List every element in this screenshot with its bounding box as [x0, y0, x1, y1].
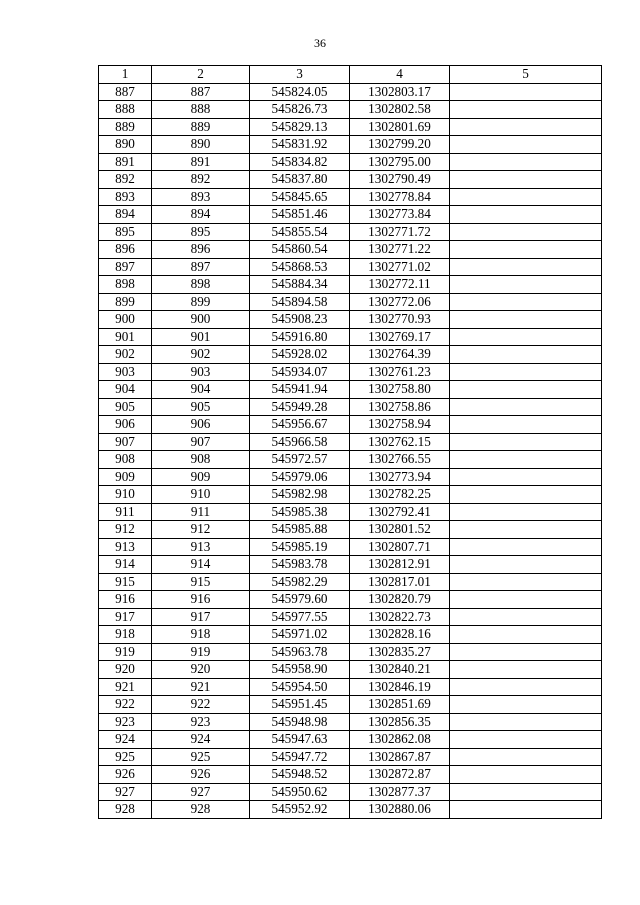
- x-coordinate-cell: 545851.46: [250, 206, 350, 224]
- point-id-cell: 898: [152, 276, 250, 294]
- y-coordinate-cell: 1302762.15: [350, 433, 450, 451]
- note-cell: [450, 346, 602, 364]
- x-coordinate-cell: 545947.72: [250, 748, 350, 766]
- table-row: [99, 241, 602, 259]
- point-id-cell: 918: [152, 626, 250, 644]
- point-id-cell: 899: [152, 293, 250, 311]
- point-id-cell: 911: [152, 503, 250, 521]
- table-row: [99, 83, 602, 101]
- point-number-cell: 906: [99, 416, 152, 434]
- y-coordinate-cell: 1302773.94: [350, 468, 450, 486]
- point-id-cell: 917: [152, 608, 250, 626]
- point-id-cell: 900: [152, 311, 250, 329]
- note-cell: [450, 101, 602, 119]
- table-row: [99, 503, 602, 521]
- y-coordinate-cell: 1302812.91: [350, 556, 450, 574]
- y-coordinate-cell: 1302856.35: [350, 713, 450, 731]
- point-id-cell: 920: [152, 661, 250, 679]
- y-coordinate-cell: 1302792.41: [350, 503, 450, 521]
- note-cell: [450, 748, 602, 766]
- y-coordinate-cell: 1302835.27: [350, 643, 450, 661]
- table-row: [99, 591, 602, 609]
- point-number-cell: 923: [99, 713, 152, 731]
- y-coordinate-cell: 1302778.84: [350, 188, 450, 206]
- x-coordinate-cell: 545952.92: [250, 801, 350, 819]
- y-coordinate-cell: 1302807.71: [350, 538, 450, 556]
- point-number-cell: 904: [99, 381, 152, 399]
- point-number-cell: 895: [99, 223, 152, 241]
- table-row: [99, 626, 602, 644]
- note-cell: [450, 223, 602, 241]
- point-number-cell: 903: [99, 363, 152, 381]
- y-coordinate-cell: 1302772.11: [350, 276, 450, 294]
- y-coordinate-cell: 1302840.21: [350, 661, 450, 679]
- y-coordinate-cell: 1302761.23: [350, 363, 450, 381]
- point-id-cell: 891: [152, 153, 250, 171]
- y-coordinate-cell: 1302802.58: [350, 101, 450, 119]
- point-id-cell: 903: [152, 363, 250, 381]
- y-coordinate-cell: 1302828.16: [350, 626, 450, 644]
- point-id-cell: 889: [152, 118, 250, 136]
- table-row: [99, 206, 602, 224]
- point-id-cell: 906: [152, 416, 250, 434]
- column-header-3: 3: [250, 66, 350, 84]
- table-row: [99, 118, 602, 136]
- note-cell: [450, 381, 602, 399]
- y-coordinate-cell: 1302771.22: [350, 241, 450, 259]
- point-id-cell: 894: [152, 206, 250, 224]
- x-coordinate-cell: 545972.57: [250, 451, 350, 469]
- note-cell: [450, 538, 602, 556]
- table-row: [99, 713, 602, 731]
- note-cell: [450, 678, 602, 696]
- y-coordinate-cell: 1302799.20: [350, 136, 450, 154]
- table-row: [99, 258, 602, 276]
- y-coordinate-cell: 1302817.01: [350, 573, 450, 591]
- point-id-cell: 927: [152, 783, 250, 801]
- point-id-cell: 922: [152, 696, 250, 714]
- y-coordinate-cell: 1302790.49: [350, 171, 450, 189]
- y-coordinate-cell: 1302782.25: [350, 486, 450, 504]
- point-number-cell: 891: [99, 153, 152, 171]
- table-header: [99, 66, 602, 84]
- point-number-cell: 897: [99, 258, 152, 276]
- note-cell: [450, 591, 602, 609]
- x-coordinate-cell: 545982.98: [250, 486, 350, 504]
- point-id-cell: 907: [152, 433, 250, 451]
- note-cell: [450, 206, 602, 224]
- point-id-cell: 916: [152, 591, 250, 609]
- x-coordinate-cell: 545928.02: [250, 346, 350, 364]
- point-number-cell: 915: [99, 573, 152, 591]
- note-cell: [450, 136, 602, 154]
- note-cell: [450, 556, 602, 574]
- table-row: [99, 643, 602, 661]
- table-row: [99, 293, 602, 311]
- point-id-cell: 895: [152, 223, 250, 241]
- point-id-cell: 896: [152, 241, 250, 259]
- point-number-cell: 909: [99, 468, 152, 486]
- point-number-cell: 922: [99, 696, 152, 714]
- y-coordinate-cell: 1302880.06: [350, 801, 450, 819]
- y-coordinate-cell: 1302766.55: [350, 451, 450, 469]
- table-row: [99, 398, 602, 416]
- point-id-cell: 908: [152, 451, 250, 469]
- point-id-cell: 924: [152, 731, 250, 749]
- point-number-cell: 907: [99, 433, 152, 451]
- y-coordinate-cell: 1302771.02: [350, 258, 450, 276]
- table-row: [99, 416, 602, 434]
- note-cell: [450, 118, 602, 136]
- note-cell: [450, 486, 602, 504]
- table-row: [99, 451, 602, 469]
- point-number-cell: 896: [99, 241, 152, 259]
- table-row: [99, 556, 602, 574]
- table-row: [99, 328, 602, 346]
- note-cell: [450, 503, 602, 521]
- point-id-cell: 888: [152, 101, 250, 119]
- table-row: [99, 783, 602, 801]
- x-coordinate-cell: 545860.54: [250, 241, 350, 259]
- x-coordinate-cell: 545954.50: [250, 678, 350, 696]
- table-row: [99, 468, 602, 486]
- note-cell: [450, 241, 602, 259]
- point-number-cell: 924: [99, 731, 152, 749]
- x-coordinate-cell: 545951.45: [250, 696, 350, 714]
- x-coordinate-cell: 545834.82: [250, 153, 350, 171]
- table-row: [99, 136, 602, 154]
- column-header-5: 5: [450, 66, 602, 84]
- table-body: [99, 83, 602, 818]
- point-id-cell: 914: [152, 556, 250, 574]
- table-row: [99, 731, 602, 749]
- point-id-cell: 921: [152, 678, 250, 696]
- note-cell: [450, 153, 602, 171]
- y-coordinate-cell: 1302758.80: [350, 381, 450, 399]
- y-coordinate-cell: 1302862.08: [350, 731, 450, 749]
- x-coordinate-cell: 545963.78: [250, 643, 350, 661]
- x-coordinate-cell: 545845.65: [250, 188, 350, 206]
- point-number-cell: 910: [99, 486, 152, 504]
- note-cell: [450, 626, 602, 644]
- table-row: [99, 486, 602, 504]
- table-row: [99, 171, 602, 189]
- note-cell: [450, 643, 602, 661]
- table-row: [99, 311, 602, 329]
- point-id-cell: 897: [152, 258, 250, 276]
- column-header-2: 2: [152, 66, 250, 84]
- table-row: [99, 188, 602, 206]
- point-number-cell: 916: [99, 591, 152, 609]
- point-id-cell: 925: [152, 748, 250, 766]
- point-id-cell: 919: [152, 643, 250, 661]
- point-id-cell: 928: [152, 801, 250, 819]
- point-id-cell: 926: [152, 766, 250, 784]
- table-row: [99, 573, 602, 591]
- y-coordinate-cell: 1302867.87: [350, 748, 450, 766]
- y-coordinate-cell: 1302851.69: [350, 696, 450, 714]
- note-cell: [450, 521, 602, 539]
- y-coordinate-cell: 1302795.00: [350, 153, 450, 171]
- point-id-cell: 909: [152, 468, 250, 486]
- x-coordinate-cell: 545908.23: [250, 311, 350, 329]
- y-coordinate-cell: 1302772.06: [350, 293, 450, 311]
- point-number-cell: 914: [99, 556, 152, 574]
- y-coordinate-cell: 1302872.87: [350, 766, 450, 784]
- table-row: [99, 433, 602, 451]
- x-coordinate-cell: 545868.53: [250, 258, 350, 276]
- point-number-cell: 901: [99, 328, 152, 346]
- x-coordinate-cell: 545983.78: [250, 556, 350, 574]
- table-row: [99, 521, 602, 539]
- point-number-cell: 900: [99, 311, 152, 329]
- x-coordinate-cell: 545966.58: [250, 433, 350, 451]
- note-cell: [450, 416, 602, 434]
- table-row: [99, 223, 602, 241]
- point-id-cell: 887: [152, 83, 250, 101]
- point-id-cell: 890: [152, 136, 250, 154]
- x-coordinate-cell: 545826.73: [250, 101, 350, 119]
- note-cell: [450, 608, 602, 626]
- x-coordinate-cell: 545977.55: [250, 608, 350, 626]
- y-coordinate-cell: 1302846.19: [350, 678, 450, 696]
- point-number-cell: 913: [99, 538, 152, 556]
- x-coordinate-cell: 545829.13: [250, 118, 350, 136]
- point-id-cell: 910: [152, 486, 250, 504]
- note-cell: [450, 363, 602, 381]
- point-number-cell: 917: [99, 608, 152, 626]
- x-coordinate-cell: 545979.06: [250, 468, 350, 486]
- x-coordinate-cell: 545831.92: [250, 136, 350, 154]
- table-row: [99, 363, 602, 381]
- x-coordinate-cell: 545916.80: [250, 328, 350, 346]
- y-coordinate-cell: 1302764.39: [350, 346, 450, 364]
- header-row: [99, 66, 602, 84]
- point-id-cell: 904: [152, 381, 250, 399]
- note-cell: [450, 661, 602, 679]
- note-cell: [450, 398, 602, 416]
- x-coordinate-cell: 545985.38: [250, 503, 350, 521]
- point-number-cell: 908: [99, 451, 152, 469]
- y-coordinate-cell: 1302820.79: [350, 591, 450, 609]
- note-cell: [450, 573, 602, 591]
- y-coordinate-cell: 1302803.17: [350, 83, 450, 101]
- point-id-cell: 923: [152, 713, 250, 731]
- note-cell: [450, 311, 602, 329]
- point-number-cell: 888: [99, 101, 152, 119]
- table-row: [99, 661, 602, 679]
- table-row: [99, 346, 602, 364]
- table-row: [99, 276, 602, 294]
- x-coordinate-cell: 545941.94: [250, 381, 350, 399]
- note-cell: [450, 433, 602, 451]
- x-coordinate-cell: 545949.28: [250, 398, 350, 416]
- y-coordinate-cell: 1302758.86: [350, 398, 450, 416]
- note-cell: [450, 801, 602, 819]
- x-coordinate-cell: 545979.60: [250, 591, 350, 609]
- point-number-cell: 894: [99, 206, 152, 224]
- x-coordinate-cell: 545824.05: [250, 83, 350, 101]
- x-coordinate-cell: 545894.58: [250, 293, 350, 311]
- x-coordinate-cell: 545884.34: [250, 276, 350, 294]
- point-number-cell: 905: [99, 398, 152, 416]
- point-number-cell: 918: [99, 626, 152, 644]
- x-coordinate-cell: 545985.88: [250, 521, 350, 539]
- point-number-cell: 911: [99, 503, 152, 521]
- point-number-cell: 920: [99, 661, 152, 679]
- table-row: [99, 608, 602, 626]
- point-id-cell: 902: [152, 346, 250, 364]
- page-number: 36: [314, 36, 326, 50]
- point-id-cell: 913: [152, 538, 250, 556]
- y-coordinate-cell: 1302770.93: [350, 311, 450, 329]
- y-coordinate-cell: 1302801.52: [350, 521, 450, 539]
- point-number-cell: 928: [99, 801, 152, 819]
- point-number-cell: 890: [99, 136, 152, 154]
- note-cell: [450, 276, 602, 294]
- table-row: [99, 801, 602, 819]
- point-number-cell: 912: [99, 521, 152, 539]
- table-row: [99, 381, 602, 399]
- column-header-1: 1: [99, 66, 152, 84]
- x-coordinate-cell: 545947.63: [250, 731, 350, 749]
- y-coordinate-cell: 1302771.72: [350, 223, 450, 241]
- point-number-cell: 889: [99, 118, 152, 136]
- y-coordinate-cell: 1302758.94: [350, 416, 450, 434]
- x-coordinate-cell: 545948.98: [250, 713, 350, 731]
- point-number-cell: 893: [99, 188, 152, 206]
- note-cell: [450, 328, 602, 346]
- note-cell: [450, 171, 602, 189]
- point-number-cell: 892: [99, 171, 152, 189]
- table-row: [99, 153, 602, 171]
- x-coordinate-cell: 545982.29: [250, 573, 350, 591]
- x-coordinate-cell: 545956.67: [250, 416, 350, 434]
- table-row: [99, 538, 602, 556]
- point-number-cell: 921: [99, 678, 152, 696]
- note-cell: [450, 696, 602, 714]
- point-number-cell: 899: [99, 293, 152, 311]
- point-number-cell: 919: [99, 643, 152, 661]
- point-id-cell: 905: [152, 398, 250, 416]
- x-coordinate-cell: 545985.19: [250, 538, 350, 556]
- note-cell: [450, 188, 602, 206]
- y-coordinate-cell: 1302773.84: [350, 206, 450, 224]
- coordinates-table: [98, 65, 602, 819]
- x-coordinate-cell: 545855.54: [250, 223, 350, 241]
- note-cell: [450, 783, 602, 801]
- point-number-cell: 926: [99, 766, 152, 784]
- point-number-cell: 887: [99, 83, 152, 101]
- point-id-cell: 912: [152, 521, 250, 539]
- table-row: [99, 101, 602, 119]
- note-cell: [450, 468, 602, 486]
- x-coordinate-cell: 545971.02: [250, 626, 350, 644]
- table-row: [99, 678, 602, 696]
- y-coordinate-cell: 1302877.37: [350, 783, 450, 801]
- y-coordinate-cell: 1302801.69: [350, 118, 450, 136]
- column-header-4: 4: [350, 66, 450, 84]
- point-id-cell: 893: [152, 188, 250, 206]
- note-cell: [450, 451, 602, 469]
- point-id-cell: 901: [152, 328, 250, 346]
- point-number-cell: 927: [99, 783, 152, 801]
- note-cell: [450, 83, 602, 101]
- table-row: [99, 696, 602, 714]
- x-coordinate-cell: 545837.80: [250, 171, 350, 189]
- note-cell: [450, 766, 602, 784]
- y-coordinate-cell: 1302769.17: [350, 328, 450, 346]
- point-number-cell: 902: [99, 346, 152, 364]
- table-row: [99, 766, 602, 784]
- note-cell: [450, 713, 602, 731]
- point-id-cell: 892: [152, 171, 250, 189]
- x-coordinate-cell: 545950.62: [250, 783, 350, 801]
- y-coordinate-cell: 1302822.73: [350, 608, 450, 626]
- x-coordinate-cell: 545958.90: [250, 661, 350, 679]
- note-cell: [450, 258, 602, 276]
- note-cell: [450, 731, 602, 749]
- note-cell: [450, 293, 602, 311]
- point-number-cell: 898: [99, 276, 152, 294]
- point-number-cell: 925: [99, 748, 152, 766]
- x-coordinate-cell: 545948.52: [250, 766, 350, 784]
- point-id-cell: 915: [152, 573, 250, 591]
- table-row: [99, 748, 602, 766]
- x-coordinate-cell: 545934.07: [250, 363, 350, 381]
